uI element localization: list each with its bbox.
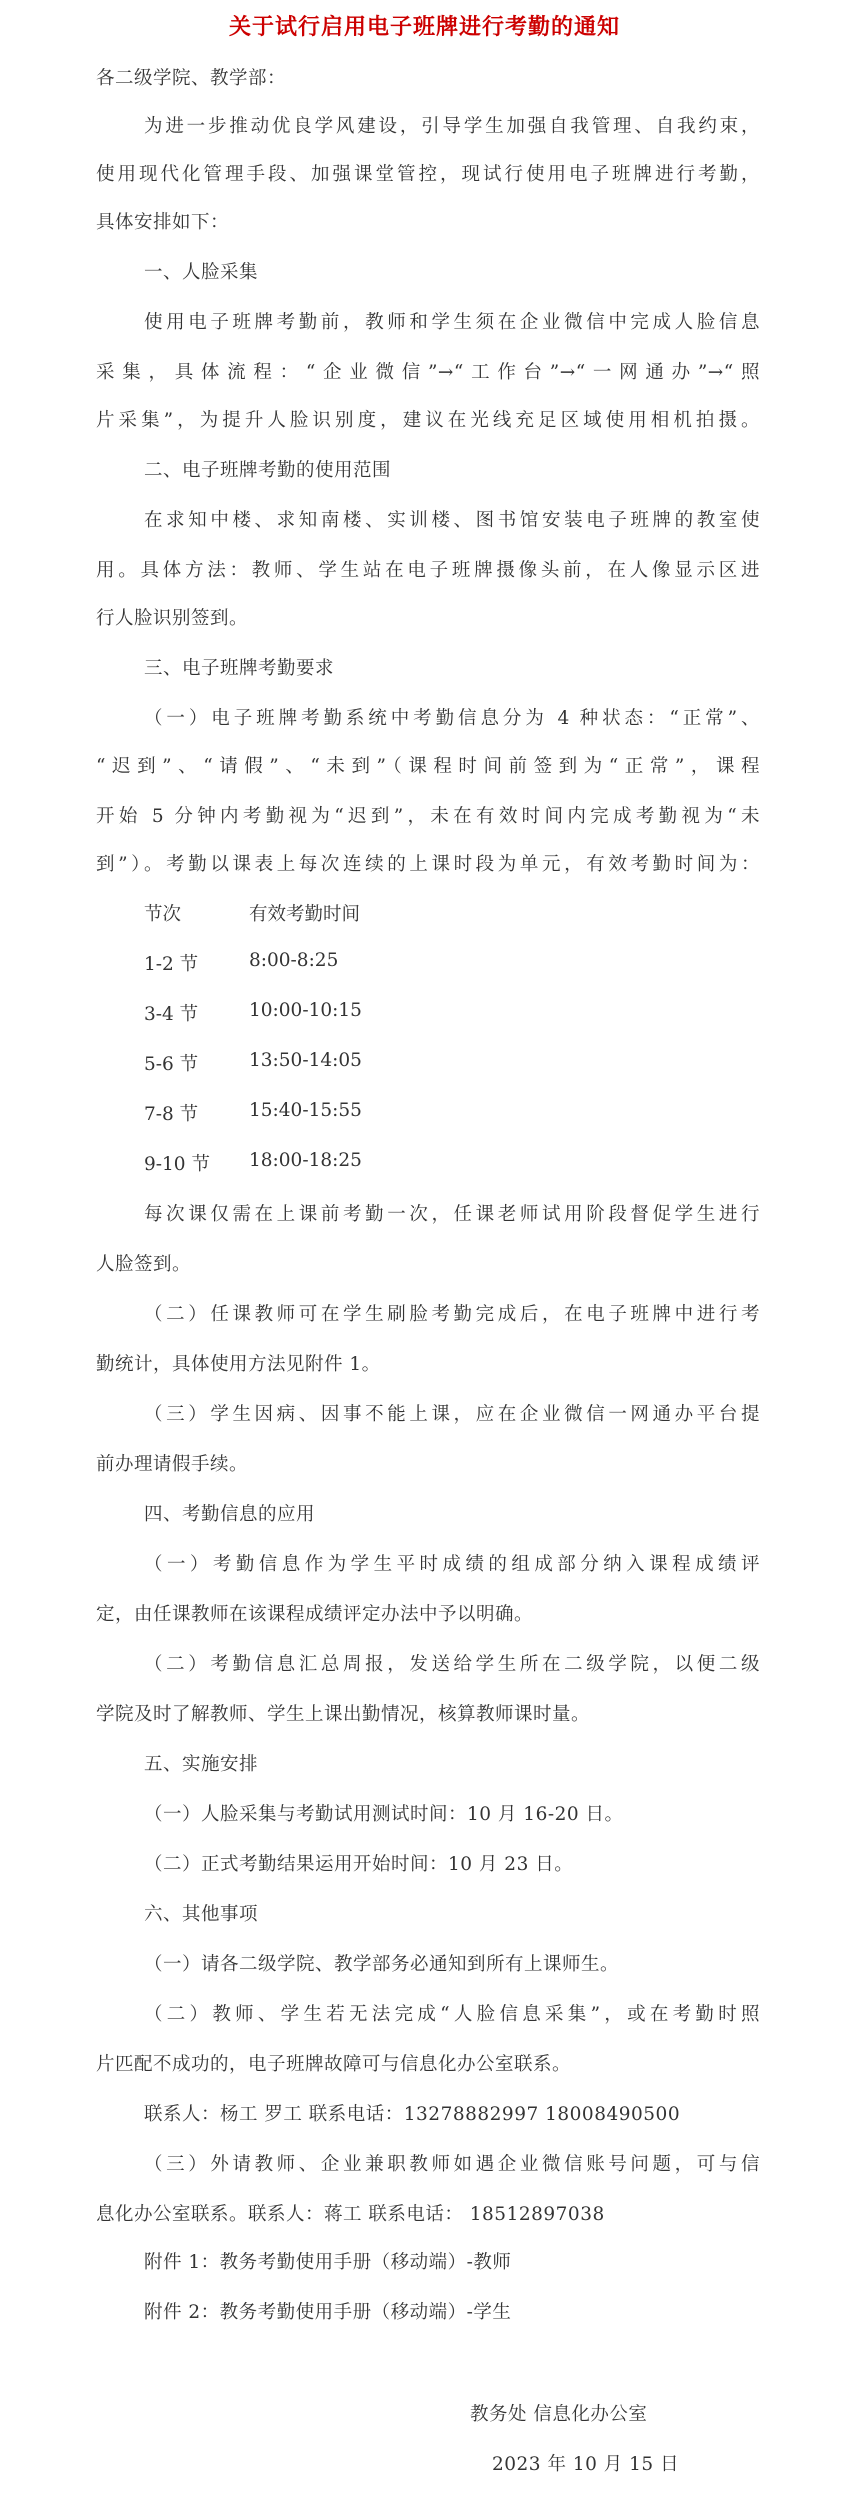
schedule-time: 8:00-8:25 (249, 950, 339, 971)
section-4-line: （一）考勤信息作为学生平时成绩的组成部分纳入课程成绩评 (144, 1554, 760, 1575)
section-2-line: 用。具体方法：教师、学生站在电子班牌摄像头前，在人像显示区进 (96, 560, 760, 581)
attachment-1: 附件 1：教务考勤使用手册（移动端）-教师 (144, 2252, 512, 2273)
attachment-2: 附件 2：教务考勤使用手册（移动端）-学生 (144, 2302, 512, 2323)
section-2-line: 在求知中楼、求知南楼、实训楼、图书馆安装电子班牌的教室使 (144, 510, 760, 531)
schedule-time: 13:50-14:05 (249, 1050, 362, 1071)
section-4-heading: 四、考勤信息的应用 (144, 1504, 316, 1525)
section-3-line: 开始 5 分钟内考勤视为“迟到”，未在有效时间内完成考勤视为“未 (96, 806, 760, 827)
contact-line: 息化办公室联系。联系人：蒋工 联系电话： 18512897038 (96, 2204, 605, 2225)
section-4-line: 学院及时了解教师、学生上课出勤情况，核算教师课时量。 (96, 1704, 591, 1725)
intro-line: 为进一步推动优良学风建设，引导学生加强自我管理、自我约束， (144, 116, 760, 137)
schedule-period: 9-10 节 (144, 1154, 210, 1175)
section-3-line: 人脸签到。 (96, 1254, 192, 1275)
section-3-heading: 三、电子班牌考勤要求 (144, 658, 335, 679)
intro-line: 使用现代化管理手段、加强课堂管控，现试行使用电子班牌进行考勤， (96, 164, 760, 185)
schedule-period: 3-4 节 (144, 1004, 199, 1025)
section-5-line: （二）正式考勤结果运用开始时间：10 月 23 日。 (144, 1854, 574, 1875)
section-3-line: 到”）。考勤以课表上每次连续的上课时段为单元，有效考勤时间为： (96, 854, 760, 875)
section-4-line: 定，由任课教师在该课程成绩评定办法中予以明确。 (96, 1604, 534, 1625)
schedule-period: 5-6 节 (144, 1054, 199, 1075)
section-3-line: 每次课仅需在上课前考勤一次，任课老师试用阶段督促学生进行 (144, 1204, 760, 1225)
schedule-period: 7-8 节 (144, 1104, 199, 1125)
section-2-heading: 二、电子班牌考勤的使用范围 (144, 460, 392, 481)
section-3-line: 勤统计，具体使用方法见附件 1。 (96, 1354, 381, 1375)
signature-date: 2023 年 10 月 15 日 (492, 2454, 680, 2475)
schedule-header-period: 节次 (144, 904, 182, 925)
salutation: 各二级学院、教学部： (96, 68, 287, 89)
section-2-line: 行人脸识别签到。 (96, 608, 249, 629)
section-3-line: （三）学生因病、因事不能上课，应在企业微信一网通办平台提 (144, 1404, 760, 1425)
schedule-time: 18:00-18:25 (249, 1150, 362, 1171)
section-1-line: 片采集”，为提升人脸识别度，建议在光线充足区域使用相机拍摄。 (96, 410, 760, 431)
section-6-line: （三）外请教师、企业兼职教师如遇企业微信账号问题，可与信 (144, 2154, 760, 2175)
section-1-line: 采集，具体流程：“企业微信”→“工作台”→“一网通办”→“照 (96, 362, 760, 383)
intro-line: 具体安排如下： (96, 212, 230, 233)
schedule-time: 10:00-10:15 (249, 1000, 362, 1021)
schedule-time: 15:40-15:55 (249, 1100, 362, 1121)
signature-org: 教务处 信息化办公室 (470, 2404, 648, 2425)
section-3-line: 前办理请假手续。 (96, 1454, 249, 1475)
section-3-line: （一）电子班牌考勤系统中考勤信息分为 4 种状态：“正常”、 (144, 708, 760, 729)
contact-line: 联系人：杨工 罗工 联系电话：13278882997 18008490500 (144, 2104, 681, 2125)
section-1-heading: 一、人脸采集 (144, 262, 259, 283)
section-6-heading: 六、其他事项 (144, 1904, 259, 1925)
schedule-header-time: 有效考勤时间 (249, 904, 361, 925)
schedule-period: 1-2 节 (144, 954, 199, 975)
section-3-line: “迟到”、“请假”、“未到”（课程时间前签到为“正常”，课程 (96, 756, 760, 777)
section-6-line: 片匹配不成功的，电子班牌故障可与信息化办公室联系。 (96, 2054, 572, 2075)
section-4-line: （二）考勤信息汇总周报，发送给学生所在二级学院，以便二级 (144, 1654, 760, 1675)
section-1-line: 使用电子班牌考勤前，教师和学生须在企业微信中完成人脸信息 (144, 312, 760, 333)
section-5-heading: 五、实施安排 (144, 1754, 259, 1775)
section-5-line: （一）人脸采集与考勤试用测试时间：10 月 16-20 日。 (144, 1804, 624, 1825)
section-6-line: （二）教师、学生若无法完成“人脸信息采集”，或在考勤时照 (144, 2004, 760, 2025)
page-title: 关于试行启用电子班牌进行考勤的通知 (228, 14, 620, 40)
section-3-line: （二）任课教师可在学生刷脸考勤完成后，在电子班牌中进行考 (144, 1304, 760, 1325)
section-6-line: （一）请各二级学院、教学部务必通知到所有上课师生。 (144, 1954, 620, 1975)
